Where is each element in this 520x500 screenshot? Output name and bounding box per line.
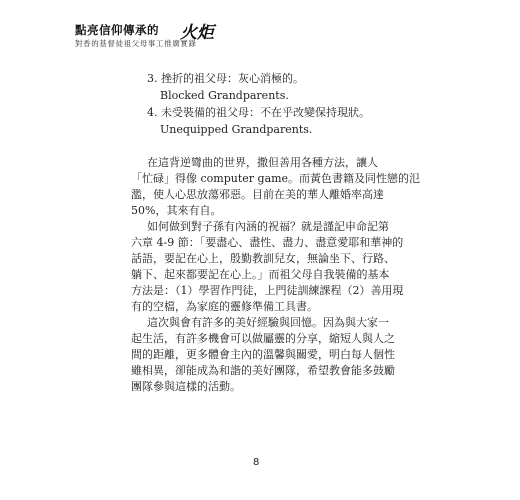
- paragraph-line: 這次與會有許多的美好經驗與回憶。因為與大家一: [147, 316, 389, 329]
- paragraph-line: 50%，其來有自。: [131, 204, 222, 217]
- paragraph-line: 團隊參與這樣的活動。: [131, 380, 241, 393]
- paragraph-line: 濫，使人心思放蕩邪惡。目前在美的華人離婚率高達: [131, 188, 384, 201]
- paragraph-line: 躺下、起來都要記在心上。」而祖父母自我裝備的基本: [131, 268, 390, 281]
- list-item-en: Unequipped Grandparents.: [160, 123, 313, 136]
- book-title: 點亮信仰傳承的: [75, 23, 159, 37]
- book-subtitle: 對香的基督徒祖父母事工推廣實錄: [75, 39, 197, 48]
- paragraph-line: 話語，要記在心上，殷勤教訓兒女，無論坐下、行路、: [131, 252, 395, 265]
- paragraph-line: 有的空檔，為家庭的靈修準備工具書。: [131, 300, 318, 313]
- paragraph-line: 在這背逆彎曲的世界，撒但善用各種方法，讓人: [147, 156, 378, 169]
- book-title-brush-text: 火炬: [180, 23, 214, 43]
- paragraph-line: 如何做到對子孫有內涵的祝福？就是謹記申命記第: [147, 220, 389, 233]
- page-number: 8: [253, 457, 260, 468]
- paragraph-line: 間的距離，更多體會主內的溫馨與關愛，明白每人個性: [131, 348, 395, 361]
- paragraph-line: 六章 4-9 節：「要盡心、盡性、盡力、盡意愛耶和華神的: [131, 236, 404, 249]
- list-item-zh: 3. 挫折的祖父母：灰心消極的。: [147, 72, 304, 85]
- list-item-zh: 4. 未受裝備的祖父母：不在乎改變保持現狀。: [147, 106, 370, 119]
- list-item-en: Blocked Grandparents.: [160, 89, 289, 102]
- paragraph-line: 「忙碌」得像 computer game。而黃色書籍及同性戀的氾: [131, 172, 421, 185]
- paragraph-line: 起生活，有許多機會可以做屬靈的分享，縮短人與人之: [131, 332, 395, 345]
- page-header: [75, 22, 275, 54]
- paragraph-line: 雖相異，卻能成為和諧的美好團隊，希望教會能多鼓勵: [131, 364, 395, 377]
- paragraph-line: 方法是：（1）學習作門徒，上門徒訓練課程（2）善用現: [131, 284, 404, 297]
